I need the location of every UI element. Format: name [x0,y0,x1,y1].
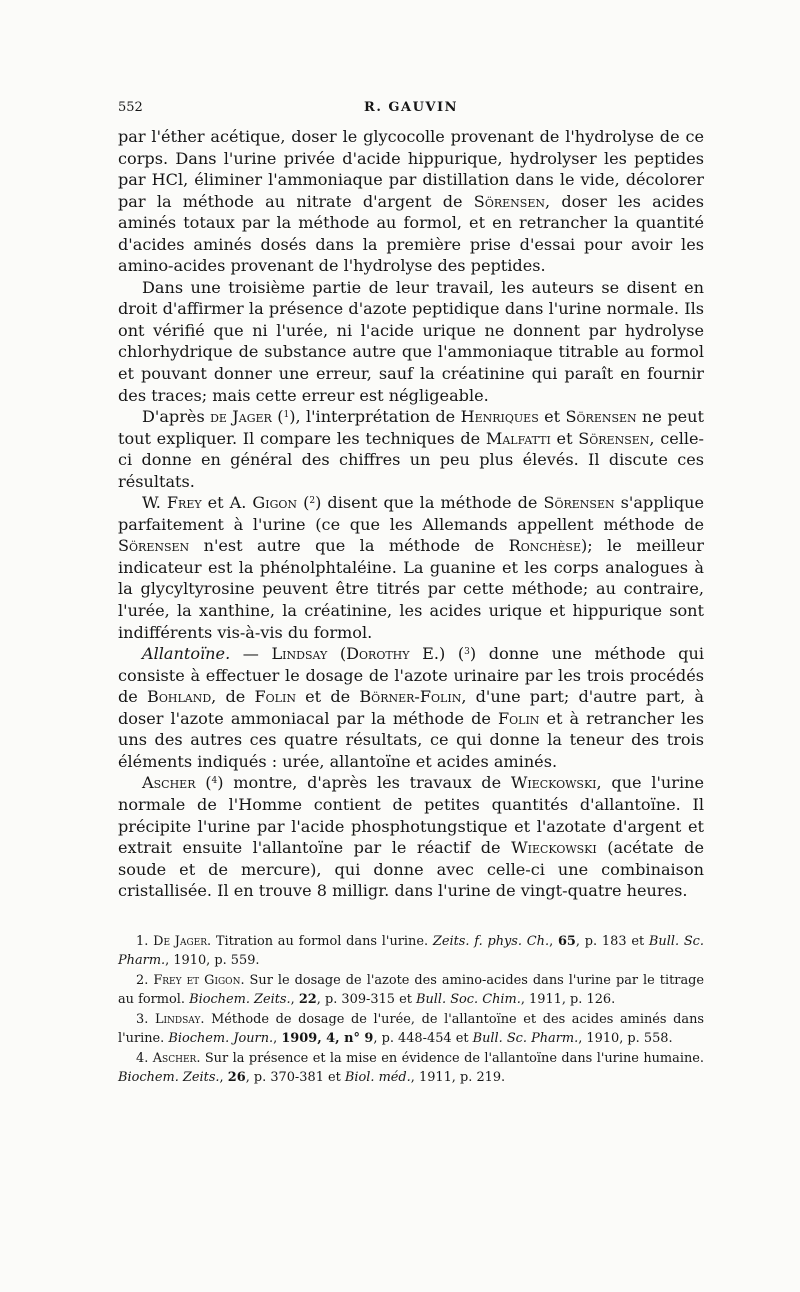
footnote-1: 1. De Jager. Titration au formol dans l'urine. Zeits. f. phys. Ch., 65, p. 183 et Bull. Sc. Pharm., 1910, p. 559. [118,933,704,969]
text-run: W. [142,493,167,513]
journal-title: Biochem. Zeits. [118,1070,220,1086]
journal-volume: 65 [557,933,576,949]
paragraph-3: D'après de Jager ($^1$), l'interprétation de Henriques et Sörensen ne peut tout expliquer. Il compare les techniques de Malfatti et Sörensen, celle-ci donne en général des chiffres un peu plus élevés. Il discute ces résultats. [118,407,704,491]
journal-volume: 26 [227,1070,246,1086]
author-name: Henriques [460,407,539,427]
footnote-text: , 1911, p. 219. [410,1070,506,1086]
text-run: ne peut tout expliquer. Il compare les techniques de [118,407,704,448]
footnote-number: 1. [136,933,149,949]
journal-title: Biochem. Journ. [168,1031,274,1047]
author-name: Börner-Folin [359,687,462,707]
text-run: et à retrancher les uns des autres ces quatre résultats, ce qui donne la teneur des trois éléments indiqués : urée, allantoïne et acides aminés. [118,708,704,771]
text-run: et [550,428,579,448]
journal-volume: 1909, 4, n° 9 [281,1031,374,1047]
text-run: (acétate de soude et de mercure), qui donne avec celle-ci une combinaison cristallisée. Il en trouve 8 milligr. dans l'urine de vingt-quatre heures. [118,838,704,901]
author-name: Ronchèse [508,536,581,556]
text-run: , d'une part; d'autre part, à doser l'azote ammoniacal par la méthode de [118,687,704,728]
page-number: 552 [118,100,143,115]
footnote-text: , p. 370-381 et [245,1070,345,1086]
text-run: , doser les acides aminés totaux par la méthode au formol, et en retrancher la quantité d'acides aminés dosés dans la première prise d'essai pour avoir les amino-acides provenant de l'hydrolyse des peptides. [118,191,705,276]
footnote-ref: 3 [464,647,470,658]
author-name: Dorothy [346,644,410,664]
text-run: , de [211,687,255,707]
text-run: s'applique parfaitement à l'urine (ce que les Allemands appellent méthode de [118,493,705,534]
author-name: Sörensen [578,428,650,448]
footnote-text: , p. 448-454 et [373,1031,473,1047]
journal-title: Biochem. Zeits. [189,992,291,1008]
text-run: E.) [409,644,458,664]
footnote-text: , 1910, p. 558. [578,1031,673,1047]
footnote-4: 4. Ascher. Sur la présence et la mise en évidence de l'allantoïne dans l'urine humaine. Biochem. Zeits., 26, p. 370-381 et Biol. méd., 1911, p. 219. [118,1050,704,1086]
author-name: Ascher [142,773,196,793]
author-name: Bohland [147,687,212,707]
text-run: , l'interprétation de [295,407,461,427]
journal-title: Biol. méd. [344,1070,411,1086]
author-name: Frey [166,493,202,513]
page [118,100,704,1088]
author-name: de Jager [210,407,272,427]
author-name: Folin [497,708,540,728]
paragraph-1 [118,126,704,277]
author-name: Malfatti [485,428,551,448]
footnote-number: 2. [136,972,149,988]
author-name: Wieckowski [510,773,597,793]
footnote-author: Lindsay [154,1011,201,1027]
author-name: Sörensen [473,191,545,211]
journal-title: Bull. Sc. Pharm. [472,1031,579,1047]
paragraph-4: W. Frey et A. Gigon ($^2$) disent que la méthode de Sörensen s'applique parfaitement à l'urine (ce que les Allemands appellent méthode de Sörensen n'est autre que la méthode de Ronchèse); le meilleur indicateur est la phénolphtaléine. La guanine et les corps analogues à la glycyltyrosine peuvent être titrés par cette méthode; au contraire, l'urée, la xanthine, la créatinine, les acides urique et hippurique sont indifférents vis-à-vis du formol. [118,493,705,642]
text-run: D'après [142,407,211,427]
author-name: Gigon [252,493,298,513]
text-run: ( [327,644,347,664]
footnote-text: . Sur le dosage de l'azote des amino-acides dans l'urine par le titrage au formol. [118,972,705,1008]
author-name: Sörensen [565,407,637,427]
section-title: Allantoïne. [142,644,231,664]
author-name: Sörensen [118,536,190,556]
text-run: n'est autre que la méthode de [189,536,509,556]
author-name: Sörensen [543,493,615,513]
paragraph-5: Allantoïne. — Lindsay (Dorothy E.) ($^3$) donne une méthode qui consiste à effectuer le dosage de l'azote urinaire par les trois procédés de Bohland, de Folin et de Börner-Folin, d'une part; d'autre part, à doser l'azote ammoniacal par la méthode de Folin et à retrancher les uns des autres ces quatre résultats, ce qui donne la teneur des trois éléments indiqués : urée, allantoïne et acides aminés. [118,644,704,771]
footnote-author: De Jager [153,933,208,949]
footnote-ref: 4 [211,776,218,787]
footnote-3: 3. Lindsay. Méthode de dosage de l'urée, de l'allantoïne et des acides aminés dans l'urine. Biochem. Journ., 1909, 4, n° 9, p. 448-454 et Bull. Sc. Pharm., 1910, p. 558. [118,1011,704,1047]
text-run: disent que la méthode de [321,493,544,513]
paragraph-6: Ascher ($^4$) montre, d'après les travaux de Wieckowski, que l'urine normale de l'Homme contient de petites quantités d'allantoïne. Il précipite l'urine par l'acide phosphotungstique et l'azotate d'argent et extrait ensuite l'allantoïne par le réactif de Wieckowski (acétate de soude et de mercure), qui donne avec celle-ci une combinaison cristallisée. Il en trouve 8 milligr. dans l'urine de vingt-quatre heures. [118,773,704,901]
footnote-text: . Sur la présence et la mise en évidence de l'allantoïne dans l'urine humaine. [196,1050,704,1066]
footnote-text: . Méthode de dosage de l'urée, de l'allantoïne et des acides aminés dans l'urine. [118,1011,704,1047]
text-run: , celle-ci donne en général des chiffres un peu plus élevés. Il discute ces résultats. [118,428,704,491]
text-run: et [538,407,566,427]
footnote-text: , p. 183 et [575,933,649,949]
author-name: Lindsay [271,644,328,664]
journal-volume: 22 [298,992,317,1008]
footnote-text: , 1910, p. 559. [165,953,260,969]
body-text [118,126,704,902]
running-author: R. GAUVIN [364,100,458,115]
journal-title: Zeits. f. phys. Ch. [432,933,550,949]
paragraph-2: Dans une troisième partie de leur travail, les auteurs se disent en droit d'affirmer la présence d'azote peptidique dans l'urine normale. Ils ont vérifié que ni l'urée, ni l'acide urique ne donnent par hydrolyse chlorhydrique de substance autre que l'ammoniaque titrable au formol et pouvant donner une erreur, sauf la créatinine qui paraît en fournir des traces; mais cette erreur est négligeable. [118,277,704,405]
footnote-number: 4. [136,1050,149,1066]
journal-title: Bull. Soc. Chim. [416,992,521,1008]
text-run: ); le meilleur indicateur est la phénolphtaléine. La guanine et les corps analogues à la glycyltyrosine peuvent être titrés par cette méthode; au contraire, l'urée, la xanthine, la créatinine, les acides urique et hippurique sont indifférents vis-à-vis du formol. [118,536,704,642]
text-run: et de [295,687,360,707]
author-name: Wieckowski [511,838,597,858]
footnote-2: 2. Frey et Gigon. Sur le dosage de l'azote des amino-acides dans l'urine par le titrage au formol. Biochem. Zeits., 22, p. 309-315 et Bull. Soc. Chim., 1911, p. 126. [118,972,705,1008]
text-run: , que l'urine normale de l'Homme contient de petites quantités d'allantoïne. Il précipite l'urine par l'acide phosphotungstique et l'azotate d'argent et extrait ensuite l'allantoïne par le réactif de [118,773,704,858]
footnote-number: 3. [136,1011,149,1027]
footnote-author: Frey et Gigon [153,972,241,988]
text-run: montre, d'après les travaux de [223,773,511,793]
footnote-author: Ascher [152,1050,197,1066]
footnote-ref: 2 [309,496,316,507]
text-run: — [230,644,272,664]
journal-title: Bull. Sc. Pharm. [118,933,704,969]
footnote-ref: 1 [283,410,290,421]
footnote-text: , p. 309-315 et [316,992,416,1008]
text-run: par l'éther acétique, doser le glycocolle provenant de l'hydrolyse de ce corps. Dans l'urine privée d'acide hippurique, hydrolyser les peptides par HCl, éliminer l'ammoniaque par distillation dans le vide, décolorer par la méthode au nitrate d'argent de [118,127,704,211]
running-header [118,100,704,120]
footnotes [118,932,704,1088]
footnote-text: , 1911, p. 126. [520,992,616,1008]
text-run: et A. [201,493,253,513]
text-run: donne une méthode qui consiste à effectuer le dosage de l'azote urinaire par les trois procédés de [118,644,704,707]
footnote-text: . Titration au formol dans l'urine. [207,933,433,949]
author-name: Folin [254,687,296,707]
